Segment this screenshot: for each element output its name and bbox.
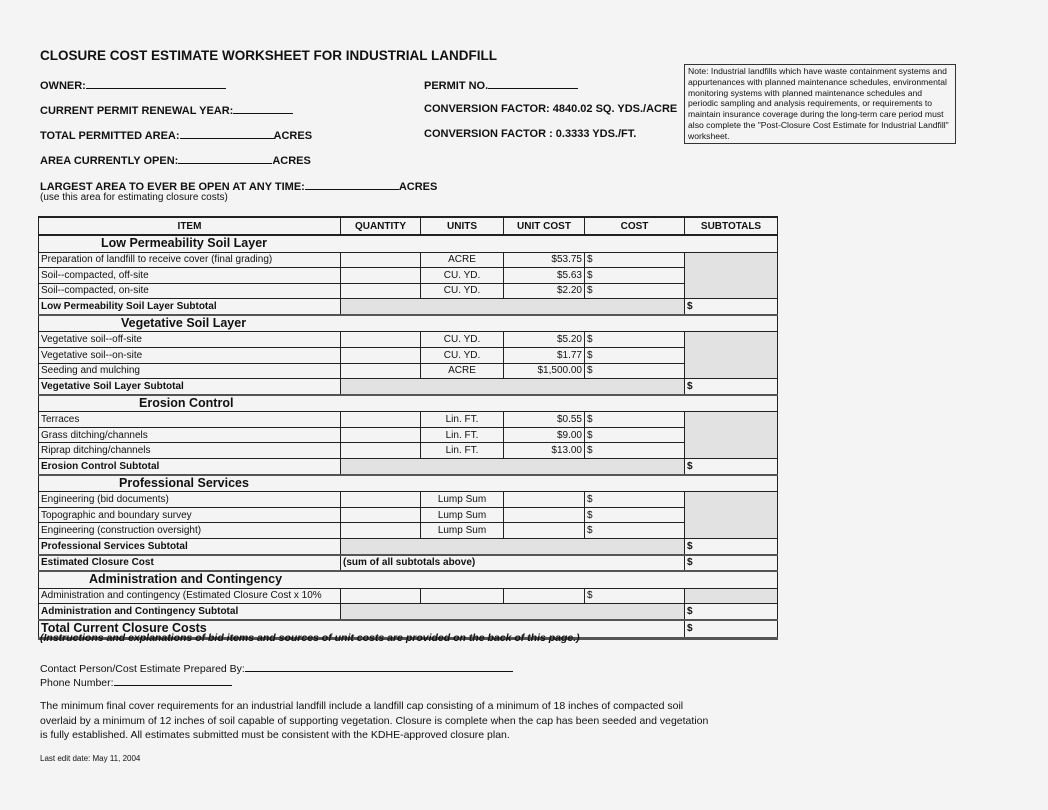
unit-cost: $1.77 bbox=[504, 347, 585, 363]
item-name: Preparation of landfill to receive cover (final grading) bbox=[39, 252, 341, 268]
table-row bbox=[39, 252, 778, 268]
units: CU. YD. bbox=[421, 332, 504, 348]
contact-field[interactable] bbox=[40, 661, 513, 675]
item-name: Soil--compacted, on-site bbox=[39, 283, 341, 299]
quantity-input[interactable] bbox=[341, 332, 421, 348]
item-name: Vegetative soil--off-site bbox=[39, 332, 341, 348]
column-header: QUANTITY bbox=[341, 217, 421, 235]
unit-cost: $53.75 bbox=[504, 252, 585, 268]
subtotal-shaded bbox=[341, 459, 685, 475]
largest-area-field[interactable] bbox=[40, 179, 437, 193]
page-title: CLOSURE COST ESTIMATE WORKSHEET FOR INDUSTRIAL LANDFILL bbox=[40, 48, 497, 63]
table-row bbox=[39, 283, 778, 299]
unit-cost: $1,500.00 bbox=[504, 363, 585, 379]
cost-input[interactable]: $ bbox=[585, 507, 685, 523]
table-row bbox=[39, 492, 778, 508]
acres-label: ACRES bbox=[398, 181, 438, 193]
unit-cost: $13.00 bbox=[504, 443, 585, 459]
subtotal-shaded bbox=[341, 604, 685, 620]
section-title: Professional Services bbox=[39, 475, 778, 492]
estimated-closure-note: (sum of all subtotals above) bbox=[341, 555, 685, 572]
subtotal-label: Low Permeability Soil Layer Subtotal bbox=[39, 299, 341, 315]
item-name: Topographic and boundary survey bbox=[39, 507, 341, 523]
subtotal-blank bbox=[685, 252, 778, 299]
subtotal-shaded bbox=[341, 299, 685, 315]
subtotal-shaded bbox=[341, 538, 685, 554]
unit-cost: $5.20 bbox=[504, 332, 585, 348]
unit-cost: $0.55 bbox=[504, 412, 585, 428]
section-header-row bbox=[39, 235, 778, 252]
subtotal-row bbox=[39, 604, 778, 620]
column-header: SUBTOTALS bbox=[685, 217, 778, 235]
cost-input[interactable]: $ bbox=[585, 492, 685, 508]
units: Lump Sum bbox=[421, 507, 504, 523]
cover-requirements-text: The minimum final cover requirements for an industrial landfill include a landfill cap consisting of a minimum of 18 inches of compacted soil overlaid by a minimum of 12 inches of soil capable of supporting vegetation. Closure is complete when the cap has been seeded and vegetation is fully established. All estimates submitted must be consistent with the KDHE-approved closure plan. bbox=[40, 700, 709, 741]
quantity-input[interactable] bbox=[341, 363, 421, 379]
subtotal-blank bbox=[685, 332, 778, 379]
table-row bbox=[39, 427, 778, 443]
subtotal-input[interactable]: $ bbox=[685, 299, 778, 315]
table-row bbox=[39, 523, 778, 539]
largest-area-note: (use this area for estimating closure costs) bbox=[40, 192, 228, 203]
conversion-factor-acre: CONVERSION FACTOR: 4840.02 SQ. YDS./ACRE bbox=[424, 103, 678, 115]
cost-input[interactable]: $ bbox=[585, 412, 685, 428]
units: ACRE bbox=[421, 363, 504, 379]
quantity-input[interactable] bbox=[341, 347, 421, 363]
subtotal-blank bbox=[685, 412, 778, 459]
subtotal-input[interactable]: $ bbox=[685, 604, 778, 620]
unit-cost: $9.00 bbox=[504, 427, 585, 443]
subtotal-blank bbox=[685, 588, 778, 604]
estimated-closure-input[interactable]: $ bbox=[685, 555, 778, 572]
quantity-input[interactable] bbox=[341, 283, 421, 299]
acres-label: ACRES bbox=[273, 130, 313, 142]
table-row bbox=[39, 332, 778, 348]
cost-input[interactable]: $ bbox=[585, 363, 685, 379]
item-name: Engineering (construction oversight) bbox=[39, 523, 341, 539]
table-row bbox=[39, 363, 778, 379]
quantity-input[interactable] bbox=[341, 427, 421, 443]
contact-label: Contact Person/Cost Estimate Prepared By: bbox=[40, 663, 245, 675]
item-name: Soil--compacted, off-site bbox=[39, 268, 341, 284]
table-row bbox=[39, 443, 778, 459]
unit-cost bbox=[504, 507, 585, 523]
phone-label: Phone Number: bbox=[40, 677, 114, 689]
subtotal-label: Professional Services Subtotal bbox=[39, 538, 341, 554]
owner-label: OWNER: bbox=[40, 80, 86, 92]
quantity-input[interactable] bbox=[341, 588, 421, 604]
subtotal-label: Administration and Contingency Subtotal bbox=[39, 604, 341, 620]
unit-cost: $5.63 bbox=[504, 268, 585, 284]
conversion-factor-ft: CONVERSION FACTOR : 0.3333 YDS./FT. bbox=[424, 128, 637, 140]
owner-field[interactable] bbox=[40, 78, 226, 92]
subtotal-row bbox=[39, 299, 778, 315]
acres-label: ACRES bbox=[272, 155, 311, 167]
section-header-row bbox=[39, 475, 778, 492]
subtotal-input[interactable]: $ bbox=[685, 379, 778, 395]
table-header-row bbox=[39, 217, 778, 235]
renewal-year-label: CURRENT PERMIT RENEWAL YEAR: bbox=[40, 105, 234, 117]
table-row bbox=[39, 588, 778, 604]
unit-cost bbox=[504, 588, 585, 604]
item-name: Riprap ditching/channels bbox=[39, 443, 341, 459]
units: Lump Sum bbox=[421, 523, 504, 539]
table-row bbox=[39, 412, 778, 428]
units: Lin. FT. bbox=[421, 412, 504, 428]
instructions-note: (Instructions and explanations of bid items and sources of unit costs are provided on the back of this page.) bbox=[40, 632, 580, 644]
section-title: Administration and Contingency bbox=[39, 571, 778, 588]
subtotal-blank bbox=[685, 492, 778, 539]
quantity-input[interactable] bbox=[341, 412, 421, 428]
cost-input[interactable]: $ bbox=[585, 588, 685, 604]
subtotal-label: Vegetative Soil Layer Subtotal bbox=[39, 379, 341, 395]
subtotal-label: Erosion Control Subtotal bbox=[39, 459, 341, 475]
unit-cost bbox=[504, 492, 585, 508]
table-row bbox=[39, 268, 778, 284]
column-header: ITEM bbox=[39, 217, 341, 235]
largest-area-label: LARGEST AREA TO EVER BE OPEN AT ANY TIME: bbox=[40, 181, 305, 193]
subtotal-input[interactable]: $ bbox=[685, 459, 778, 475]
column-header: UNITS bbox=[421, 217, 504, 235]
cost-input[interactable]: $ bbox=[585, 283, 685, 299]
total-area-label: TOTAL PERMITTED AREA: bbox=[40, 130, 180, 142]
area-open-label: AREA CURRENTLY OPEN: bbox=[40, 155, 179, 167]
cost-input[interactable]: $ bbox=[585, 252, 685, 268]
cost-input[interactable]: $ bbox=[585, 523, 685, 539]
unit-cost: $2.20 bbox=[504, 283, 585, 299]
subtotal-input[interactable]: $ bbox=[685, 538, 778, 554]
units: Lin. FT. bbox=[421, 427, 504, 443]
cost-input[interactable]: $ bbox=[585, 347, 685, 363]
column-header: COST bbox=[585, 217, 685, 235]
estimated-closure-label: Estimated Closure Cost bbox=[39, 555, 341, 572]
quantity-input[interactable] bbox=[341, 252, 421, 268]
total-input[interactable]: $ bbox=[685, 620, 778, 639]
phone-field[interactable] bbox=[40, 675, 232, 689]
last-edit-date: Last edit date: May 11, 2004 bbox=[40, 754, 141, 763]
section-title: Erosion Control bbox=[39, 395, 778, 412]
total-label: Total Current Closure Costs bbox=[39, 620, 685, 639]
item-name: Vegetative soil--on-site bbox=[39, 347, 341, 363]
item-name: Terraces bbox=[39, 412, 341, 428]
units: Lump Sum bbox=[421, 492, 504, 508]
units: ACRE bbox=[421, 252, 504, 268]
units: CU. YD. bbox=[421, 283, 504, 299]
cost-input[interactable]: $ bbox=[585, 332, 685, 348]
section-header-row bbox=[39, 315, 778, 332]
cost-input[interactable]: $ bbox=[585, 427, 685, 443]
subtotal-shaded bbox=[341, 379, 685, 395]
quantity-input[interactable] bbox=[341, 268, 421, 284]
quantity-input[interactable] bbox=[341, 507, 421, 523]
table-row bbox=[39, 507, 778, 523]
section-title: Vegetative Soil Layer bbox=[39, 315, 778, 332]
item-name: Grass ditching/channels bbox=[39, 427, 341, 443]
units: CU. YD. bbox=[421, 268, 504, 284]
unit-cost bbox=[504, 523, 585, 539]
item-name: Administration and contingency (Estimated Closure Cost x 10% bbox=[39, 588, 341, 604]
item-name: Seeding and mulching bbox=[39, 363, 341, 379]
units bbox=[421, 588, 504, 604]
post-closure-note: Note: Industrial landfills which have waste containment systems and appurtenances with planned maintenance schedules, environmental monitoring systems with planned maintenance schedules and periodic sampling and analysis requirements, or requirements to maintain insurance coverage during the long-term care period must also complete the "Post-Closure Cost Estimate for Industrial Landfill" worksheet. bbox=[684, 64, 956, 144]
subtotal-row bbox=[39, 538, 778, 554]
cost-input[interactable]: $ bbox=[585, 268, 685, 284]
cost-worksheet-table bbox=[38, 216, 778, 640]
quantity-input[interactable] bbox=[341, 523, 421, 539]
section-header-row bbox=[39, 395, 778, 412]
units: Lin. FT. bbox=[421, 443, 504, 459]
area-open-field[interactable] bbox=[40, 153, 311, 167]
subtotal-row bbox=[39, 379, 778, 395]
cost-input[interactable]: $ bbox=[585, 443, 685, 459]
renewal-year-field[interactable] bbox=[40, 103, 293, 117]
table-row bbox=[39, 347, 778, 363]
item-name: Engineering (bid documents) bbox=[39, 492, 341, 508]
estimated-closure-row bbox=[39, 555, 778, 572]
quantity-input[interactable] bbox=[341, 443, 421, 459]
permit-no-field[interactable] bbox=[424, 78, 578, 92]
subtotal-row bbox=[39, 459, 778, 475]
permit-no-label: PERMIT NO. bbox=[424, 80, 489, 92]
quantity-input[interactable] bbox=[341, 492, 421, 508]
column-header: UNIT COST bbox=[504, 217, 585, 235]
total-area-field[interactable] bbox=[40, 128, 312, 142]
section-header-row bbox=[39, 571, 778, 588]
section-title: Low Permeability Soil Layer bbox=[39, 235, 778, 252]
units: CU. YD. bbox=[421, 347, 504, 363]
